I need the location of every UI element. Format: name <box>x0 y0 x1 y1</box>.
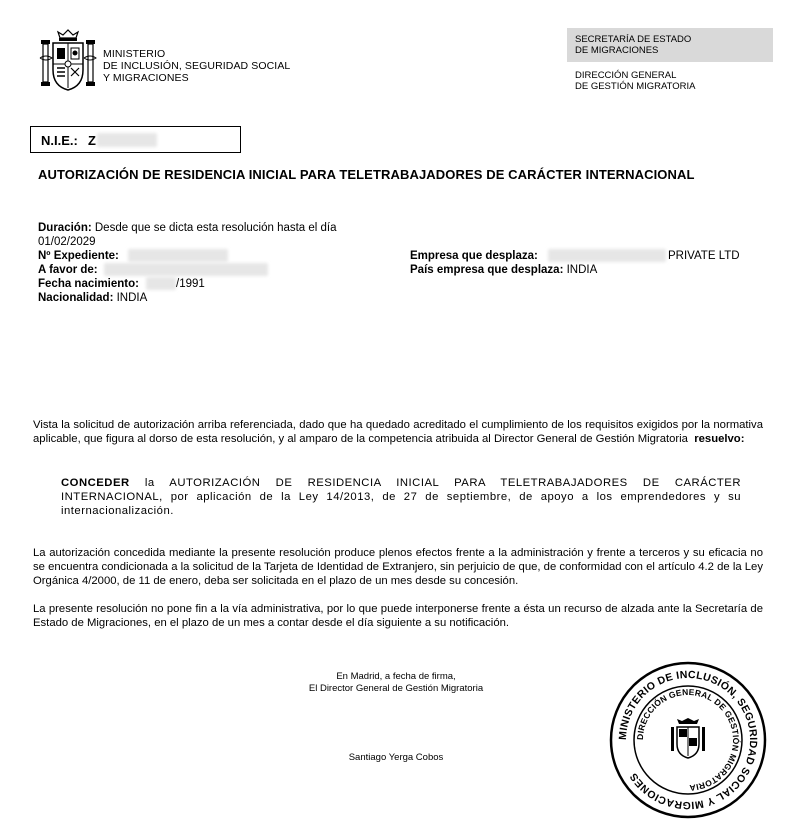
secretaria-label: SECRETARÍA DE ESTADO DE MIGRACIONES <box>575 34 692 56</box>
empresa-label: Empresa que desplaza: <box>410 250 538 262</box>
expediente-field <box>38 249 119 263</box>
ministry-name: MINISTERIO DE INCLUSIÓN, SEGURIDAD SOCIAL Y MIGRACIONES <box>103 48 291 84</box>
paragraph-recurso: La presente resolución no pone fin a la vía administrativa, por lo que puede interponerse frente a ésta un recurso de alzada ante la Secretaría de Estado de Migraciones, en el plazo de un mes a contar desde el día siguiente a su notificación. <box>33 603 763 629</box>
nacionalidad-value: INDIA <box>116 292 148 304</box>
signature-role: El Director General de Gestión Migratoria <box>308 683 484 694</box>
stamp-outer-text: MINISTERIO DE INCLUSIÓN, SEGURIDAD SOCIAL Y MIGRACIONES <box>616 668 760 812</box>
signatory-name: Santiago Yerga Cobos <box>348 752 444 763</box>
paragraph-conceder <box>61 476 741 518</box>
paragraph-vista <box>33 418 763 446</box>
redacted-empresa <box>548 249 666 262</box>
pais-label: País empresa que desplaza: <box>410 264 564 276</box>
duracion-date: 01/02/2029 <box>38 236 96 248</box>
expediente-label: Nº Expediente: <box>38 250 119 262</box>
nacionalidad-field <box>38 291 147 305</box>
direccion-label: DIRECCIÓN GENERAL DE GESTIÓN MIGRATORIA <box>575 70 696 92</box>
stamp-inner-text: DIRECCIÓN GENERAL DE GESTIÓN MIGRATORIA <box>634 686 742 794</box>
empresa-value: PRIVATE LTD <box>668 250 740 262</box>
resuelvo-label: resuelvo: <box>694 433 745 445</box>
official-stamp <box>608 660 768 820</box>
nacimiento-label: Fecha nacimiento: <box>38 278 139 290</box>
signature-place: En Madrid, a fecha de firma, <box>336 671 456 682</box>
pais-value: INDIA <box>566 264 598 276</box>
signature-block <box>246 671 546 695</box>
paragraph-vista-text: Vista la solicitud de autorización arriba referenciada, dado que ha quedado acreditado el cumplimiento de los requisitos exigidos por la normativa aplicable, que figura al dorso de esta resolución, y al amparo de la competencia atribuida al Director General de Gestión Migratoria <box>33 419 763 445</box>
nie-label: N.I.E.: <box>41 133 78 148</box>
conceder-word: CONCEDER <box>61 477 130 489</box>
duracion-value: Desde que se dicta esta resolución hasta el día <box>94 222 337 234</box>
nacimiento-field <box>38 277 139 291</box>
redacted-nie <box>97 133 157 147</box>
redacted-birth <box>146 277 176 290</box>
duracion-label: Duración: <box>38 222 92 234</box>
nie-value: Z <box>88 133 96 148</box>
pais-field <box>410 263 597 277</box>
paragraph-efectos: La autorización concedida mediante la presente resolución produce plenos efectos frente a la administración y frente a terceros y su eficacia no se encuentra condicionada a la solicitud de la Tarjeta de Identidad de Extranjero, sin perjuicio de que, de conformidad con el artículo 4.2 de la Ley Orgánica 4/2000, de 11 de enero, deba ser solicitada en el plazo de un mes desde su concesión. <box>33 547 763 587</box>
coat-of-arms-logo <box>38 28 98 92</box>
nacimiento-value: /1991 <box>176 278 205 290</box>
duracion-field <box>38 221 368 249</box>
redacted-expediente <box>128 249 228 262</box>
a-favor-field <box>38 263 98 277</box>
a-favor-label: A favor de: <box>38 264 98 276</box>
nacionalidad-label: Nacionalidad: <box>38 292 114 304</box>
empresa-field <box>410 249 538 263</box>
document-title: AUTORIZACIÓN DE RESIDENCIA INICIAL PARA TELETRABAJADORES DE CARÁCTER INTERNACIONAL <box>38 167 695 182</box>
conceder-text: la AUTORIZACIÓN DE RESIDENCIA INICIAL PARA TELETRABAJADORES DE CARÁCTER INTERNACIONAL, por aplicación de la Ley 14/2013, de 27 de septiembre, de apoyo a los emprendedores y su internacionalización. <box>61 477 741 517</box>
redacted-name <box>104 263 268 276</box>
